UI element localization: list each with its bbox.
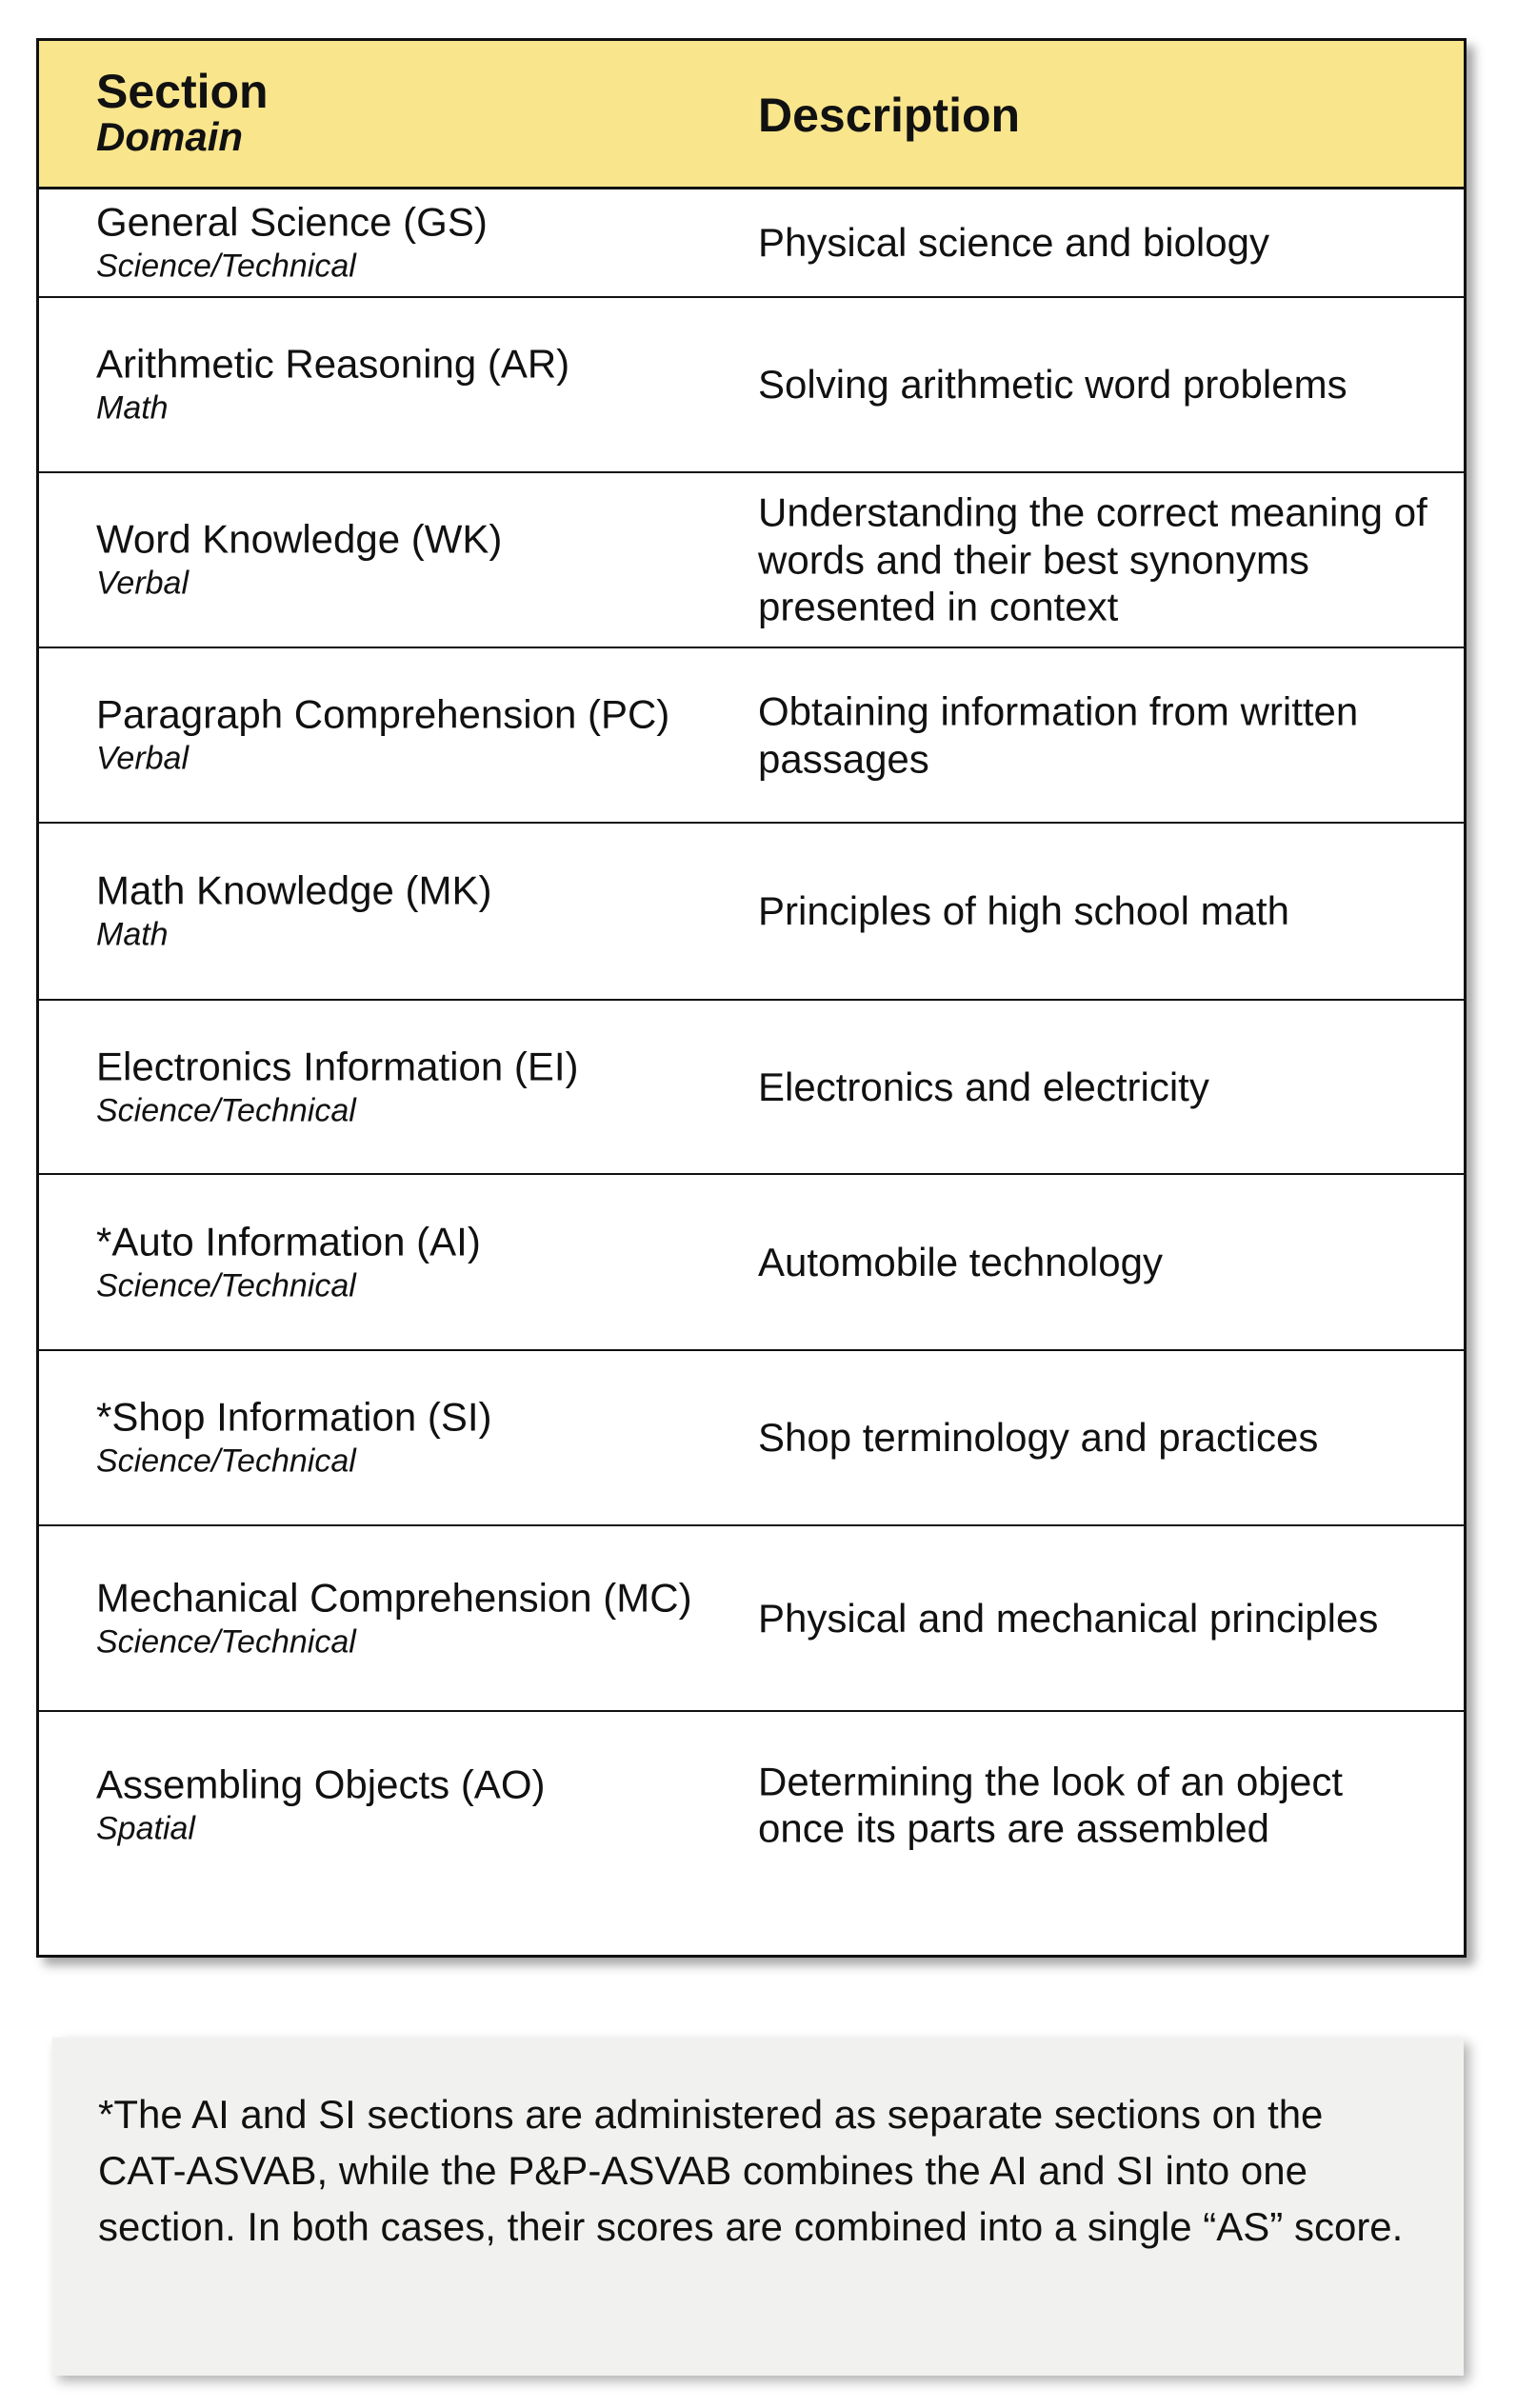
section-domain: Science/Technical	[96, 1092, 356, 1129]
section-cell	[96, 1394, 744, 1481]
section-description: Obtaining information from written passages	[758, 688, 1359, 781]
table-row	[39, 298, 1464, 473]
section-name: Paragraph Comprehension (PC)	[96, 691, 670, 737]
section-description: Solving arithmetic word problems	[758, 362, 1347, 408]
footnote-box	[52, 2038, 1464, 2376]
section-description: Electronics and electricity	[758, 1064, 1209, 1109]
section-name: General Science (GS)	[96, 199, 488, 245]
description-header-label: Description	[758, 89, 1021, 142]
section-column-header	[96, 65, 269, 159]
section-domain: Math	[96, 389, 169, 427]
table-row	[39, 1001, 1464, 1175]
section-domain: Science/Technical	[96, 248, 356, 285]
table-header-row	[39, 41, 1464, 189]
section-description: Shop terminology and practices	[758, 1415, 1319, 1461]
section-cell	[96, 199, 744, 286]
table-row	[39, 648, 1464, 824]
section-domain: Science/Technical	[96, 1623, 356, 1661]
section-domain: Verbal	[96, 565, 190, 602]
section-cell	[96, 1575, 744, 1662]
table-row	[39, 824, 1464, 1001]
section-header-label: Section	[96, 65, 269, 118]
section-cell	[96, 1219, 744, 1305]
footnote-text: *The AI and SI sections are administered as separate sections on the CAT-ASVAB, while the P&P-ASVAB combines the AI and SI into one section. In both cases, their scores are combined into a single “AS” score.	[98, 2092, 1404, 2249]
section-description: Physical and mechanical principles	[758, 1595, 1379, 1641]
domain-header-label: Domain	[96, 114, 244, 159]
table-row	[39, 1351, 1464, 1526]
section-name: Assembling Objects (AO)	[96, 1761, 546, 1806]
section-domain: Verbal	[96, 740, 190, 777]
section-name: Word Knowledge (WK)	[96, 516, 503, 562]
section-cell	[96, 1044, 744, 1130]
section-cell	[96, 516, 744, 603]
section-domain: Science/Technical	[96, 1267, 356, 1304]
section-name: Mechanical Comprehension (MC)	[96, 1574, 692, 1620]
table-row	[39, 473, 1464, 648]
section-description: Determining the look of an object once its parts are assembled	[758, 1758, 1344, 1851]
section-description: Understanding the correct meaning of words and their best synonyms presented in context	[758, 489, 1427, 629]
table-row	[39, 189, 1464, 298]
section-cell	[96, 867, 744, 954]
section-name: Math Knowledge (MK)	[96, 867, 492, 913]
section-domain: Math	[96, 916, 169, 953]
section-name: *Shop Information (SI)	[96, 1394, 492, 1440]
asvab-sections-table	[36, 38, 1467, 1958]
section-description: Automobile technology	[758, 1239, 1163, 1284]
table-row	[39, 1175, 1464, 1351]
table-row	[39, 1526, 1464, 1712]
section-name: Arithmetic Reasoning (AR)	[96, 341, 570, 387]
section-name: Electronics Information (EI)	[96, 1043, 579, 1088]
section-domain: Spatial	[96, 1810, 195, 1847]
section-cell	[96, 341, 744, 428]
section-cell	[96, 1761, 744, 1848]
section-description: Physical science and biology	[758, 220, 1269, 266]
section-name: *Auto Information (AI)	[96, 1218, 481, 1264]
section-cell	[96, 691, 744, 778]
section-domain: Science/Technical	[96, 1443, 356, 1480]
table-row	[39, 1712, 1464, 1898]
section-description: Principles of high school math	[758, 888, 1289, 934]
